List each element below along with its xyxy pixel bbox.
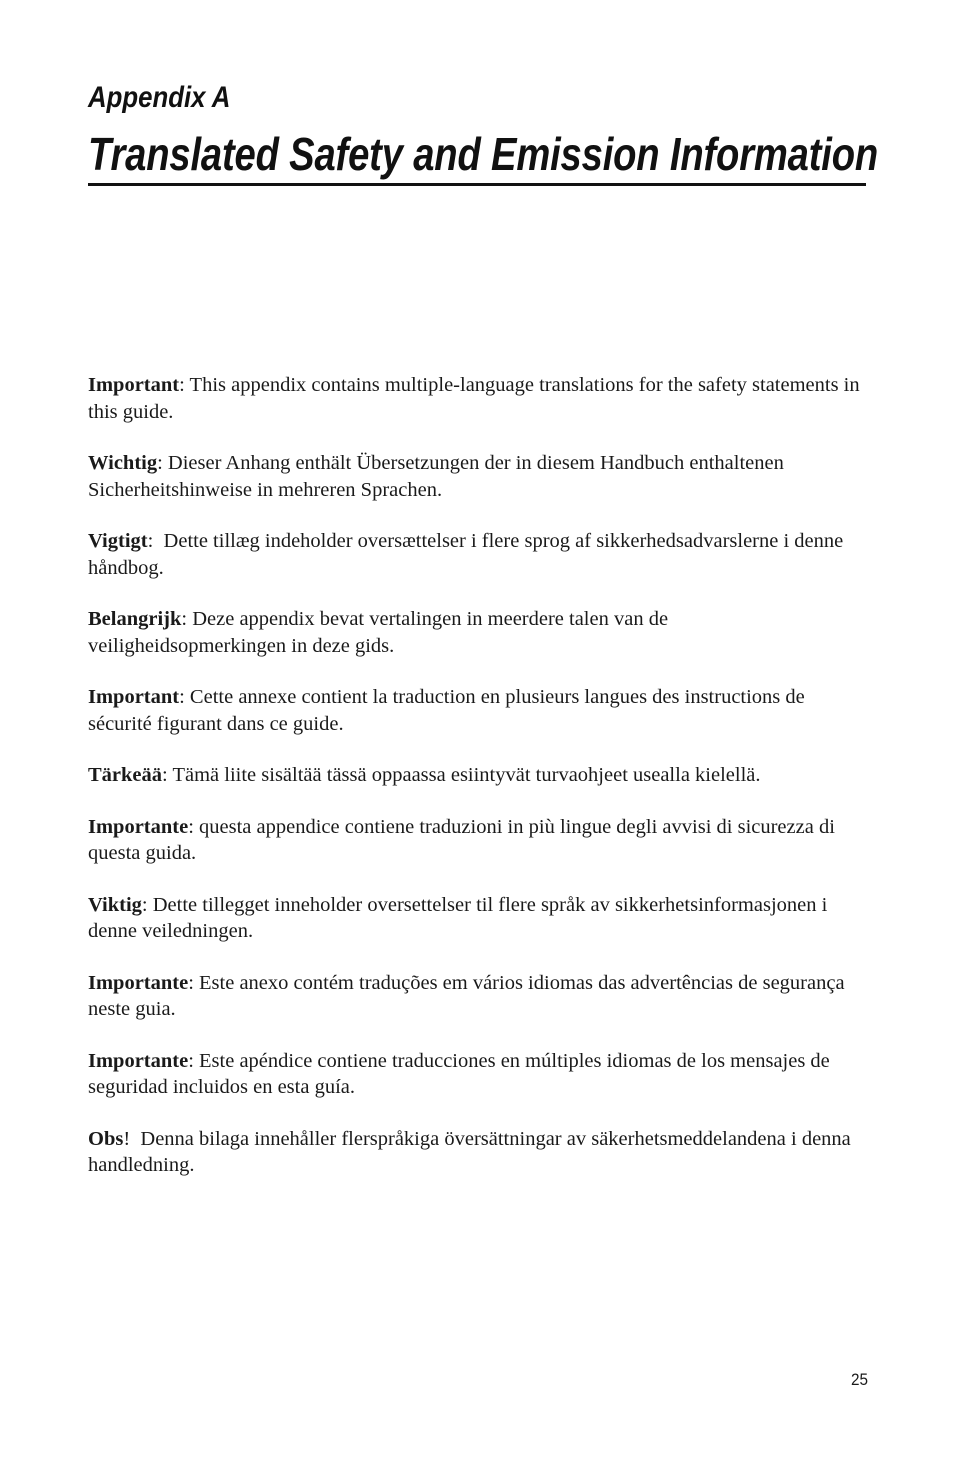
- notice-lead: Important: [88, 686, 180, 708]
- notice-finnish: [88, 762, 870, 789]
- notice-text: : This appendix contains multiple-language translations for the safety statements in this guide.: [88, 374, 860, 423]
- notice-text: : questa appendice contiene traduzioni in più lingue degli avvisi di sicurezza di questa guida.: [88, 815, 835, 864]
- page-title: Translated Safety and Emission Information: [88, 128, 879, 180]
- notice-lead: Importante: [88, 971, 189, 994]
- notice-text: : Este anexo contém traduções em vários idiomas das advertências de segurança neste guia.: [88, 971, 845, 1020]
- notice-french: [88, 684, 870, 737]
- notice-lead: Belangrijk: [88, 608, 182, 630]
- notice-lead: Tärkeää: [88, 764, 163, 786]
- notice-english: [88, 372, 870, 425]
- notice-text: : Tämä liite sisältää tässä oppaassa esiintyvät turvaohjeet usealla kielellä.: [162, 764, 761, 786]
- notice-text: : Deze appendix bevat vertalingen in meerdere talen van de veiligheidsopmerkingen in deze gids.: [88, 608, 669, 657]
- notice-text: ! Denna bilaga innehåller flerspråkiga översättningar av säkerhetsmeddelandena i denna handledning.: [88, 1127, 856, 1176]
- notice-text: : Dieser Anhang enthält Übersetzungen der in diesem Handbuch enthaltenen Sicherheitshinweise in mehreren Sprachen.: [88, 452, 784, 501]
- notice-lead: Viktig: [88, 893, 142, 916]
- notice-lead: Wichtig: [88, 452, 158, 474]
- notice-portuguese: [88, 970, 870, 1023]
- notice-italian: [88, 814, 870, 867]
- notice-spanish: [88, 1048, 870, 1101]
- appendix-label: Appendix A: [88, 81, 231, 114]
- notice-lead: Importante: [88, 815, 189, 838]
- notice-swedish: [88, 1126, 870, 1179]
- notice-lead: Important: [88, 374, 180, 396]
- notice-norwegian: [88, 892, 870, 945]
- notice-dutch: [88, 606, 870, 659]
- notice-lead: Importante: [88, 1049, 189, 1072]
- notice-text: : Cette annexe contient la traduction en plusieurs langues des instructions de sécurité figurant dans ce guide.: [88, 686, 805, 735]
- translation-notices: [88, 372, 870, 1204]
- notice-lead: Vigtigt: [88, 530, 148, 552]
- title-rule: [88, 183, 866, 186]
- notice-text: : Dette tillegget inneholder oversettelser til flere språk av sikkerhetsinformasjonen i denne veiledningen.: [88, 893, 828, 942]
- notice-lead: Obs: [88, 1127, 124, 1150]
- notice-text: : Este apéndice contiene traducciones en múltiples idiomas de los mensajes de seguridad incluidos en esta guía.: [88, 1049, 830, 1098]
- page-number: 25: [850, 1370, 868, 1389]
- notice-danish: [88, 528, 870, 581]
- notice-text: : Dette tillæg indeholder oversættelser i flere sprog af sikkerhedsadvarslerne i denne håndbog.: [88, 530, 849, 579]
- notice-german: [88, 450, 870, 503]
